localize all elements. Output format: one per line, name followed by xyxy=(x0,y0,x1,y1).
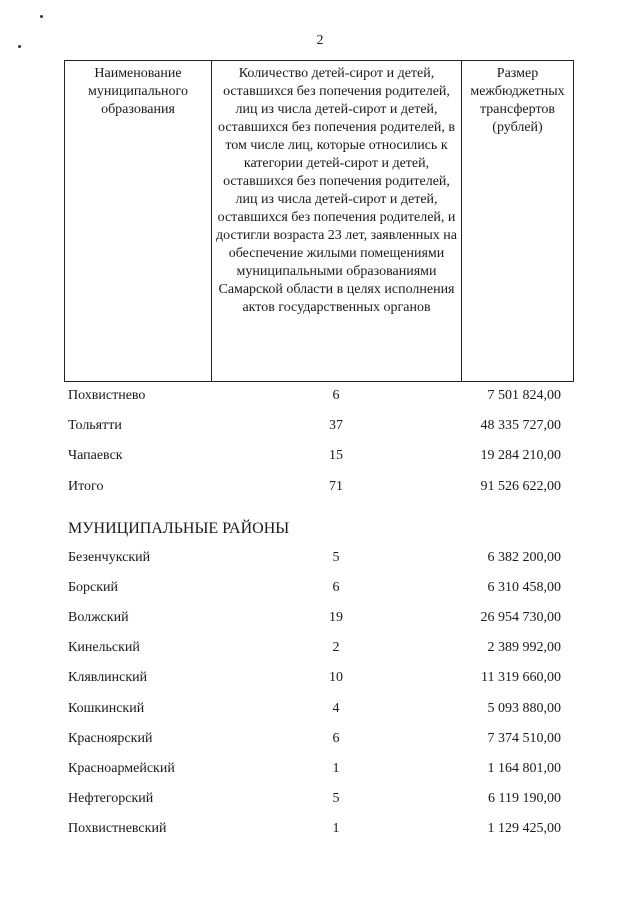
row-count: 5 xyxy=(332,791,340,806)
row-name: Чапаевск xyxy=(68,448,123,463)
row-amount: 91 526 622,00 xyxy=(480,479,561,494)
table-row xyxy=(0,418,640,440)
row-amount: 6 310 458,00 xyxy=(487,580,561,595)
table-row xyxy=(0,448,640,470)
row-count: 4 xyxy=(332,701,340,716)
row-count: 10 xyxy=(329,670,343,685)
row-name: Кинельский xyxy=(68,640,140,655)
row-count: 71 xyxy=(329,479,343,494)
table-row xyxy=(0,791,640,813)
table-row xyxy=(0,640,640,662)
row-amount: 11 319 660,00 xyxy=(481,670,561,685)
header-transfer-amount: Размер межбюджетных трансфертов (рублей) xyxy=(462,60,574,382)
table-row xyxy=(0,388,640,410)
header-children-count: Количество детей-сирот и детей, оставшихся без попечения родителей, лиц из числа детей-сирот и детей, оставшихся без попечения родителей, в том числе лиц, которые относились к категории детей-сирот и детей, оставшихся без попечения родителей, лиц из числа детей-сирот и детей, оставшихся без попечения родителей, и достигли возраста 23 лет, заявленных на обеспечение жилыми помещениями муниципальными образованиями Самарской области в целях исполнения актов государственных органов xyxy=(212,60,462,382)
row-count: 5 xyxy=(332,550,340,565)
row-count: 2 xyxy=(332,640,340,655)
row-amount: 7 374 510,00 xyxy=(487,731,561,746)
table-row xyxy=(0,761,640,783)
row-amount: 1 164 801,00 xyxy=(487,761,561,776)
row-amount: 26 954 730,00 xyxy=(480,610,561,625)
row-name: Борский xyxy=(68,580,119,595)
row-count: 15 xyxy=(329,448,343,463)
row-count: 6 xyxy=(332,388,340,403)
row-count: 1 xyxy=(332,761,340,776)
row-count: 6 xyxy=(332,580,340,595)
row-name: Кошкинский xyxy=(68,701,145,716)
row-name: Тольятти xyxy=(68,418,122,433)
row-count: 6 xyxy=(332,731,340,746)
table-row xyxy=(0,550,640,572)
row-name: Волжский xyxy=(68,610,129,625)
row-amount: 48 335 727,00 xyxy=(480,418,561,433)
row-amount: 6 119 190,00 xyxy=(488,791,561,806)
section-title: МУНИЦИПАЛЬНЫЕ РАЙОНЫ xyxy=(68,520,290,537)
header-municipality: Наименование муниципального образования xyxy=(64,60,212,382)
table-row xyxy=(0,580,640,602)
table-row xyxy=(0,821,640,843)
row-amount: 7 501 824,00 xyxy=(487,388,561,403)
row-amount: 1 129 425,00 xyxy=(487,821,561,836)
row-name: Нефтегорский xyxy=(68,791,154,806)
scan-speck xyxy=(40,15,43,18)
table-row xyxy=(0,731,640,753)
row-name: Клявлинский xyxy=(68,670,148,685)
row-amount: 2 389 992,00 xyxy=(487,640,561,655)
row-amount: 19 284 210,00 xyxy=(480,448,561,463)
row-count: 19 xyxy=(329,610,343,625)
table-header xyxy=(64,60,574,382)
row-amount: 5 093 880,00 xyxy=(487,701,561,716)
row-name: Итого xyxy=(68,479,104,494)
table-row xyxy=(0,670,640,692)
row-name: Похвистнево xyxy=(68,388,146,403)
row-name: Красноармейский xyxy=(68,761,175,776)
row-amount: 6 382 200,00 xyxy=(487,550,561,565)
row-name: Безенчукский xyxy=(68,550,151,565)
table-row-total xyxy=(0,479,640,501)
table-row xyxy=(0,701,640,723)
row-name: Красноярский xyxy=(68,731,153,746)
row-count: 1 xyxy=(332,821,340,836)
page-number: 2 xyxy=(316,33,324,48)
table-row xyxy=(0,610,640,632)
row-name: Похвистневский xyxy=(68,821,167,836)
row-count: 37 xyxy=(329,418,343,433)
